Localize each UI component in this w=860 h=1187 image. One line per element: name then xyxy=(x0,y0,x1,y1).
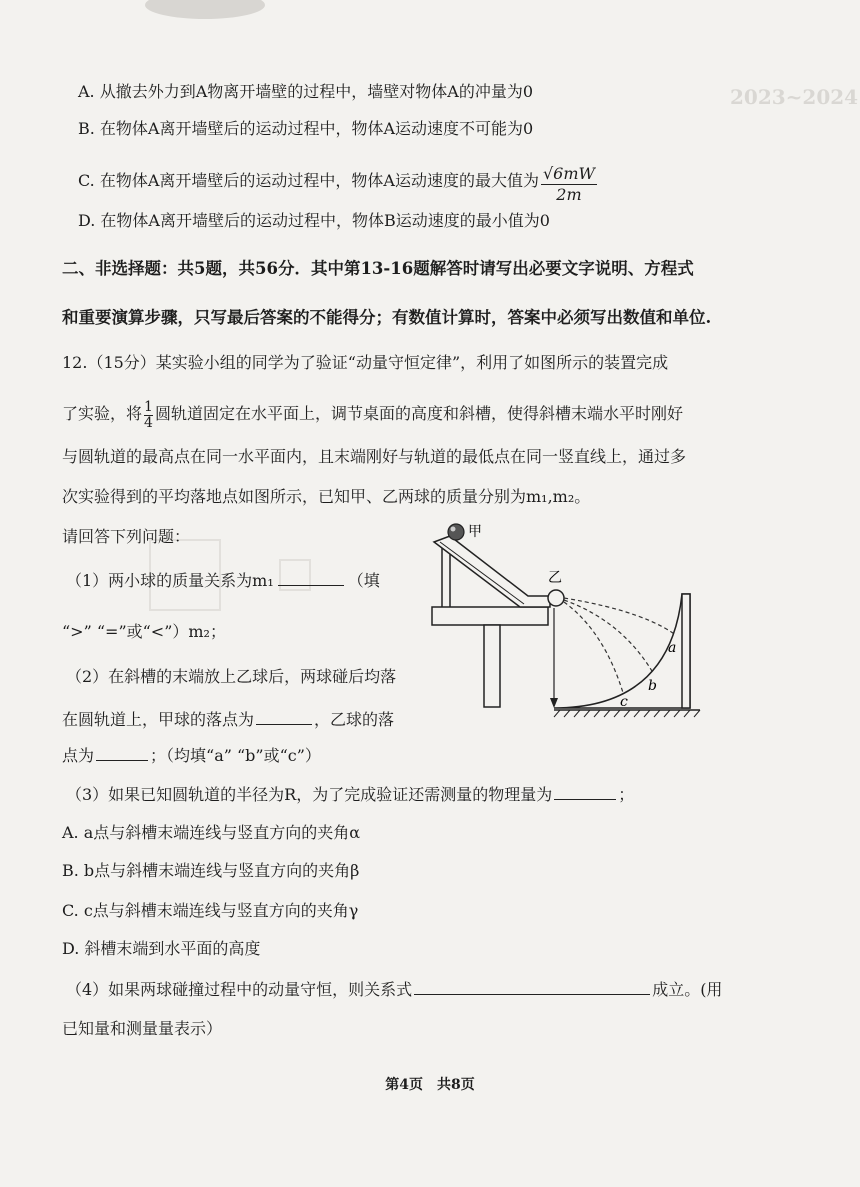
label-yi: 乙 xyxy=(548,570,562,586)
q12-part2-line1: （2）在斜槽的末端放上乙球后，两球碰后均落 xyxy=(66,667,397,686)
quarter-den: 4 xyxy=(144,415,153,431)
q12-opt-a: A. a点与斜槽末端连线与竖直方向的夹角α xyxy=(62,823,361,842)
q12-intro-1: 12.（15分）某实验小组的同学为了验证“动量守恒定律”，利用了如图所示的装置完成 xyxy=(62,353,669,372)
q11-option-c xyxy=(78,164,597,205)
section2-line1: 二、非选择题：共5题，共56分．其中第13-16题解答时请写出必要文字说明、方程式 xyxy=(62,259,694,278)
q12-part1-text: （1）两小球的质量关系为m₁ xyxy=(66,571,274,590)
q12-part2-text-a: 在圆轨道上，甲球的落点为 xyxy=(62,710,255,729)
q12-opt-b: B. b点与斜槽末端连线与竖直方向的夹角β xyxy=(62,861,360,880)
q12-part4-line2: 已知量和测量量表示） xyxy=(62,1019,223,1038)
q12-part2-line2 xyxy=(62,708,394,731)
q12-part4-tail: 成立。(用 xyxy=(652,980,723,999)
q12-part2-line3 xyxy=(62,744,321,767)
q12-part1-line1 xyxy=(66,569,380,592)
q12-prompt: 请回答下列问题： xyxy=(62,527,191,546)
section2-line2: 和重要演算步骤，只写最后答案的不能得分；有数值计算时，答案中必须写出数值和单位. xyxy=(62,308,712,327)
q11-option-a: A. 从撤去外力到A物离开墙壁的过程中，墙壁对物体A的冲量为0 xyxy=(78,82,534,101)
q12-part1-fill: （填 xyxy=(347,571,380,590)
q12-part3-text: （3）如果已知圆轨道的半径为R，为了完成验证还需测量的物理量为 xyxy=(66,785,553,804)
label-c: c xyxy=(620,694,628,710)
q12-opt-d: D. 斜槽末端到水平面的高度 xyxy=(62,939,261,958)
label-jia: 甲 xyxy=(468,524,482,540)
label-a: a xyxy=(668,640,677,656)
table-leg xyxy=(484,625,500,707)
q12-part2-text-c: 点为 xyxy=(62,746,95,765)
trajectory-b xyxy=(564,600,656,678)
svg-text:2023~2024: 2023~2024 xyxy=(730,85,859,109)
trajectory-a xyxy=(564,598,682,640)
experiment-figure xyxy=(420,512,720,722)
answer-blank-2[interactable] xyxy=(256,708,312,725)
answer-blank-5[interactable] xyxy=(414,978,650,995)
quarter-num: 1 xyxy=(144,399,153,415)
q12-part4-text: （4）如果两球碰撞过程中的动量守恒，则关系式 xyxy=(66,980,413,999)
q12-opt-c: C. c点与斜槽末端连线与竖直方向的夹角γ xyxy=(62,901,359,920)
q12-part3-line xyxy=(66,783,634,806)
answer-blank-4[interactable] xyxy=(554,783,616,800)
q12-part2-text-d: ；（均填“a” “b”或“c”） xyxy=(150,746,321,765)
inclined-chute xyxy=(434,536,550,607)
q12-intro-2 xyxy=(62,400,683,431)
q11-option-d: D. 在物体A离开墙壁后的运动过程中，物体B运动速度的最小值为0 xyxy=(78,211,550,230)
ball-jia xyxy=(448,524,464,540)
label-b: b xyxy=(648,678,657,694)
q12-part2-text-b: ，乙球的落 xyxy=(314,710,395,729)
q12-part4-line1 xyxy=(66,978,722,1001)
q11-option-b: B. 在物体A离开墙壁后的运动过程中，物体A运动速度不可能为0 xyxy=(78,119,534,138)
q12-part1-line2: “>” “=”或“<”）m₂； xyxy=(62,622,226,641)
answer-blank-1[interactable] xyxy=(278,569,344,586)
q11-option-c-text: C. 在物体A离开墙壁后的运动过程中，物体A运动速度的最大值为 xyxy=(78,171,539,190)
table-top xyxy=(432,607,548,625)
fraction-denominator: 2m xyxy=(556,185,582,204)
q12-intro-3: 与圆轨道的最高点在同一水平面内，且末端刚好与轨道的最低点在同一竖直线上，通过多 xyxy=(62,447,687,466)
q12-intro-2b: 圆轨道固定在水平面上，调节桌面的高度和斜槽，使得斜槽末端水平时刚好 xyxy=(154,404,683,423)
trajectory-c xyxy=(564,602,624,696)
answer-blank-3[interactable] xyxy=(96,744,148,761)
ball-yi xyxy=(548,590,564,606)
q12-intro-2a: 了实验，将 xyxy=(62,404,143,423)
quarter-fraction xyxy=(144,400,153,431)
q12-intro-4: 次实验得到的平均落地点如图所示，已知甲、乙两球的质量分别为m₁,m₂。 xyxy=(62,487,591,506)
page-footer: 第4页 共8页 xyxy=(385,1077,475,1093)
fraction-numerator: √6mW xyxy=(542,164,595,183)
q11-option-c-fraction xyxy=(541,164,597,205)
q12-part3-end: ； xyxy=(618,785,635,804)
